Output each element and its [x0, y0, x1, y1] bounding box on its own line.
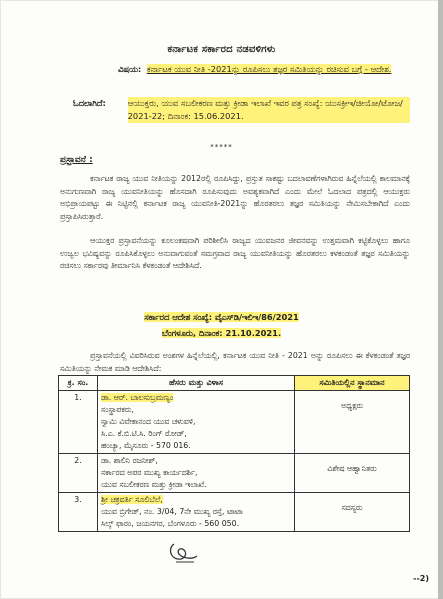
member-address-line: ಸ್ವಾಮಿ ವಿವೇಕಾನಂದ ಯುವ ಚಳುವಳಿ, [101, 417, 196, 426]
subject-text: ಕರ್ನಾಟಕ ಯುವ ನೀತಿ -2021ನ್ನು ರೂಪಿಸಲು ತಜ್ಞರ ಸಮಿತಿಯನ್ನು ರಚಿಸುವ ಬಗ್ಗೆ - ಆದೇಶ. [146, 64, 392, 74]
member-address-line: ಯುವ ಬ್ರಿಗೇಡ್, ನಂ. 3/04, 7ನೇ ಮುಖ್ಯ ರಸ್ತೆ, ಟಾಟಾ [101, 507, 243, 516]
member-address-line: ಸಂಸ್ಥಾಪಕರು, [101, 405, 134, 414]
table-header-row [59, 376, 410, 391]
table-row [59, 454, 410, 493]
row-serial: 3. [59, 493, 98, 532]
table-row [59, 391, 410, 454]
document-title: ಕರ್ನಾಟಕ ಸರ್ಕಾರದ ನಡವಳಿಗಳು [167, 44, 276, 55]
page-number: --2) [413, 574, 429, 583]
member-name: ಡಾ. ಆರ್. ಬಾಲಸುಬ್ರಮಣ್ಯಂ [101, 393, 174, 402]
row-name-address [98, 391, 295, 454]
order-number [0, 310, 443, 325]
preamble-paragraph-2: ಆಯುಕ್ತರ ಪ್ರಸ್ತಾವನೆಯನ್ನು ಕೂಲಂಕಷವಾಗಿ ಪರಿಶೀಲಿಸಿ ರಾಜ್ಯದ ಯುವಜನರ ಜೀವನವನ್ನು ಉತ್ತಮವಾಗಿ ಕಟ್ಟಿಕೊಳ್ಳಲು ಹಾಗೂ ಉಜ್ವಲ ಭವಿಷ್ಯವನ್ನು ರೂಪಿಸಿಕೊಳ್ಳಲು ಅನುವಾಗುವಂತೆ ಸಮಗ್ರವಾದ ರಾಜ್ಯ ಯುವನೀತಿಯನ್ನು ಹೊರತರಲು ಕಳಕಂಡಂತೆ ತಜ್ಞರ ಸಮಿತಿಯನ್ನು ರಚಿಸಲು ಸರ್ಕಾರವು ತೀರ್ಮಾನಿಸಿ ಕೆಳಕಂಡಂತೆ ಆದೇಶಿಸಿದೆ. [60, 236, 410, 271]
page-edge [438, 0, 443, 599]
member-role: ಸದಸ್ಯರು [341, 503, 363, 512]
member-name: ಶ್ರೀ ಚಕ್ರವರ್ತಿ ಸೂಲಿಬೆಲೆ, [101, 495, 163, 504]
order-number-text: ಸರ್ಕಾರದ ಆದೇಶ ಸಂಖ್ಯೆ: ವೈಎಸ್‌ಡಿ/ಇಲಿಇ/86/2021 [144, 312, 299, 322]
subject-block [118, 63, 408, 76]
row-position [295, 493, 410, 532]
reference-label: ಓದಲಾಗಿದೆ: [73, 98, 106, 108]
member-role: ಅಧ್ಯಕ್ಷರು [340, 401, 364, 410]
preamble-heading: ಪ್ರಸ್ತಾವನೆ : [60, 155, 93, 165]
header-name-address: ಹೆಸರು ಮತ್ತು ವಿಳಾಸ [98, 376, 295, 391]
row-name-address [98, 454, 295, 493]
order-date-text: ಬೆಂಗಳೂರು, ದಿನಾಂಕ: 21.10.2021. [161, 328, 282, 338]
member-address-line: ಸಿ.ಎ. ಕೆ.ಬಿ.ಟಿ.ಸಿ. ರಿಂಗ್ ರೋಡ್, [101, 429, 187, 438]
member-address-line: ಯುವ ಸಬಲೀಕರಣ ಮತ್ತು ಕ್ರೀಡಾ ಇಲಾಖೆ. [101, 480, 207, 489]
header-serial: ಕ್ರ. ಸಂ. [59, 376, 98, 391]
row-serial: 1. [59, 391, 98, 454]
separator-stars: ***** [210, 143, 233, 151]
row-position [295, 391, 410, 454]
reference-block [73, 97, 413, 123]
signature-mark [166, 540, 200, 566]
member-role: ವಿಶೇಷ ಆಹ್ವಾನಿತರು [327, 464, 377, 473]
committee-table [58, 375, 410, 532]
member-address-line: ಸಿಲ್ಕ್ ಫಾರಂ, ಜಯನಗರ, ಬೆಂಗಳೂರು - 560 050. [101, 519, 240, 528]
table-row [59, 493, 410, 532]
member-address-line: ಸರ್ಕಾರದ ಅಪರ ಮುಖ್ಯ ಕಾರ್ಯದರ್ಶಿ, [101, 468, 198, 477]
row-serial: 2. [59, 454, 98, 493]
order-date [0, 326, 443, 341]
row-position [295, 454, 410, 493]
reference-text: ಆಯುಕ್ತರು, ಯುವ ಸಬಲೀಕರಣ ಮತ್ತು ಕ್ರೀಡಾ ಇಲಾಖೆ ಇವರ ಪತ್ರ ಸಂಖ್ಯೆ: ಯುಸಕ್ರೀಇ/ಜೀಯೋ/ಟೋಜ/ 2021-22; ದಿನಾಂಕ: 15.06.2021. [128, 97, 410, 123]
order-paragraph: ಪ್ರಸ್ತಾವನೆಯಲ್ಲಿ ವಿವರಿಸಿರುವ ಅಂಶಗಳ ಹಿನ್ನೆಲೆಯಲ್ಲಿ, ಕರ್ನಾಟಕ ಯುವ ನೀತಿ - 2021 ಅನ್ನು ರೂಪಿಸಲು ಈ ಕೆಳಕಂಡಂತೆ ತಜ್ಞರ ಸಮಿತಿಯನ್ನು ನೇಮಕ ಮಾಡಿ ಆದೇಶಿಸಿದೆ: [60, 351, 410, 373]
header-position: ಸಮಿತಿಯಲ್ಲಿನ ಸ್ಥಾನಮಾನ [295, 376, 410, 391]
row-name-address [98, 493, 295, 532]
member-name: ಡಾ. ಶಾಲಿನಿ ರಜನೀಶ್, [101, 456, 158, 465]
member-address-line: ಹಂಚ್ಯಾ, ಮೈಸೂರು - 570 016. [101, 441, 191, 450]
subject-label: ವಿಷಯ: [118, 64, 142, 74]
preamble-paragraph-1: ಕರ್ನಾಟಕ ರಾಜ್ಯ ಯುವ ನೀತಿಯನ್ನು 2012ರಲ್ಲಿ ರೂಪಿಸಿದ್ದು, ಪ್ರಸ್ತುತ ಸಾಕಷ್ಟು ಬದಲಾವಣೆಗಳಾಗಿರುವ ಹಿನ್ನೆಲೆಯಲ್ಲಿ ಕಾಲಮಾನಕ್ಕೆ ಅನುಗುಣವಾಗಿ ರಾಜ್ಯ ಯುವನೀತಿಯನ್ನು ಹೊಸದಾಗಿ ರೂಪಿಸುವುದು ಅವಶ್ಯಕವಾಗಿದೆ ಎಂದು ಮೇಲೆ ಓದಲಾದ ಪತ್ರದಲ್ಲಿ ಆಯುಕ್ತರು ಅಭಿಪ್ರಾಯಪಟ್ಟು ಈ ನಿಟ್ಟಿನಲ್ಲಿ ಕರ್ನಾಟಕ ರಾಜ್ಯ ಯುವನೀತಿ-2021ನ್ನು ಹೊರತರಲು ತಜ್ಞರ ಸಮಿತಿಯನ್ನು ನೇಮಿಸಬೇಕಾಗಿದೆ ಎಂದು ಪ್ರಸ್ತಾಪಿಸಿರುತ್ತಾರೆ. [60, 174, 410, 221]
